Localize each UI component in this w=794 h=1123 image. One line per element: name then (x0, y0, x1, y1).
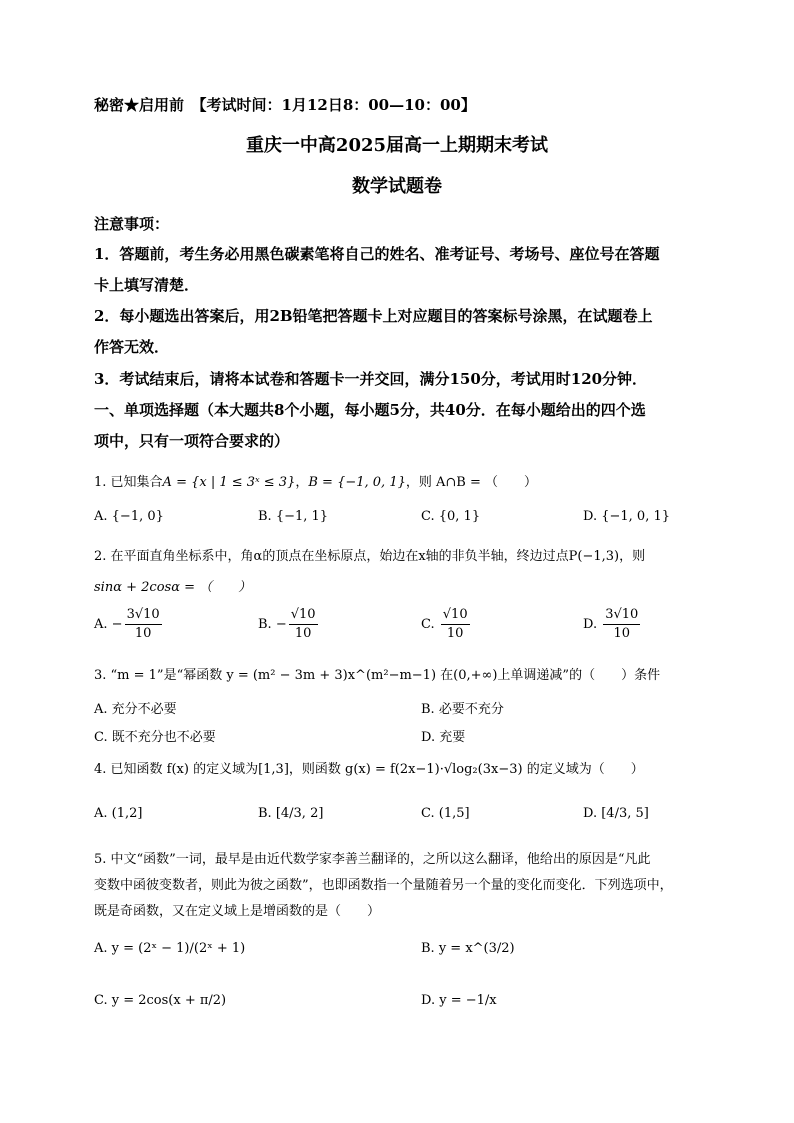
notes-heading: 注意事项： (94, 215, 170, 233)
q2-c-denominator: 10 (446, 626, 464, 641)
q2-d-numerator: 3√10 (603, 606, 640, 625)
q1-stem-end: ，则 A∩B = （ ） (405, 475, 537, 490)
q1-set-a: A = {x | 1 ≤ 3ˣ ≤ 3} (162, 475, 296, 490)
q2-b-sign: − (275, 617, 287, 632)
question-3-stem: 3. “m = 1”是“幂函数 y = (m² − 3m + 3)x^(m²−m−1) 在(0,+∞)上单调递减”的（ ）条件 (94, 668, 661, 683)
q1-option-a: A. {−1, 0} (94, 509, 164, 524)
q5-option-d: D. y = −1/x (421, 993, 497, 1008)
q1-option-b: B. {−1, 1} (258, 509, 329, 524)
q1-option-c: C. {0, 1} (421, 509, 481, 524)
q2-option-c (421, 606, 472, 643)
q2-a-label: A. (94, 617, 108, 632)
q1-option-d: D. {−1, 0, 1} (583, 509, 671, 524)
q2-b-denominator: 10 (294, 626, 312, 641)
q4-option-d: D. [4/3, 5] (583, 806, 649, 821)
q2-c-label: C. (421, 617, 435, 632)
q2-d-label: D. (583, 617, 598, 632)
exam-subtitle: 数学试题卷 (352, 176, 442, 197)
q3-option-d: D. 充要 (421, 730, 466, 745)
confidential-header: 秘密★启用前 【考试时间：1月12日8：00—10：00】 (94, 96, 476, 114)
q3-option-b: B. 必要不充分 (421, 702, 504, 717)
question-5-stem-cont: 变数中函彼变数者，则此为彼之函数”，也即函数指一个量随着另一个量的变化而变化．下列选项中， (94, 878, 673, 893)
question-5-stem: 5. 中文“函数”一词，最早是由近代数学家李善兰翻译的，之所以这么翻译，他给出的原因是“凡此 (94, 852, 651, 867)
question-5-stem-cont: 既是奇函数，又在定义域上是增函数的是（ ） (94, 904, 381, 919)
q2-b-numerator: √10 (289, 606, 318, 625)
question-2-stem: 2. 在平面直角坐标系中，角α的顶点在坐标原点，始边在x轴的非负半轴，终边过点P(−1,3)，则 (94, 549, 646, 564)
q1-set-b: B = {−1, 0, 1} (308, 475, 406, 490)
q2-option-d (583, 606, 642, 643)
q2-a-denominator: 10 (134, 626, 152, 641)
q2-a-numerator: 3√10 (125, 606, 162, 625)
q5-option-c: C. y = 2cos(x + π/2) (94, 993, 227, 1008)
q3-option-a: A. 充分不必要 (94, 702, 177, 717)
note-line: 2．每小题选出答案后，用2B铅笔把答题卡上对应题目的答案标号涂黑，在试题卷上 (94, 307, 653, 325)
q1-sep: ， (295, 475, 309, 490)
note-line: 1．答题前，考生务必用黑色碳素笔将自己的姓名、准考证号、考场号、座位号在答题 (94, 245, 660, 263)
q4-option-b: B. [4/3, 2] (258, 806, 324, 821)
question-4-stem: 4. 已知函数 f(x) 的定义域为[1,3]，则函数 g(x) = f(2x−1)·√log₂(3x−3) 的定义域为（ ） (94, 762, 644, 777)
q5-option-a: A. y = (2ˣ − 1)/(2ˣ + 1) (94, 941, 246, 956)
q2-b-label: B. (258, 617, 272, 632)
q2-d-denominator: 10 (613, 626, 631, 641)
note-line: 卡上填写清楚． (94, 276, 200, 294)
q2-c-numerator: √10 (441, 606, 470, 625)
note-line: 作答无效． (94, 338, 170, 356)
question-2-stem-cont: sinα + 2cosα = （ ） (94, 580, 252, 595)
note-line: 3．考试结束后，请将本试卷和答题卡一并交回，满分150分，考试用时120分钟． (94, 370, 648, 388)
q1-prefix: 1. 已知集合 (94, 475, 163, 490)
section-heading-cont: 项中，只有一项符合要求的） (94, 432, 290, 450)
q5-option-b: B. y = x^(3/2) (421, 941, 515, 956)
q4-option-a: A. (1,2] (94, 806, 143, 821)
q2-a-sign: − (111, 617, 123, 632)
q2-option-a (94, 606, 164, 643)
q4-option-c: C. (1,5] (421, 806, 470, 821)
question-1-stem (94, 471, 537, 490)
q3-option-c: C. 既不充分也不必要 (94, 730, 216, 745)
q2-option-b (258, 606, 320, 643)
section-heading: 一、单项选择题（本大题共8个小题，每小题5分，共40分．在每小题给出的四个选 (94, 401, 646, 419)
exam-title: 重庆一中高2025届高一上期期末考试 (245, 135, 549, 156)
